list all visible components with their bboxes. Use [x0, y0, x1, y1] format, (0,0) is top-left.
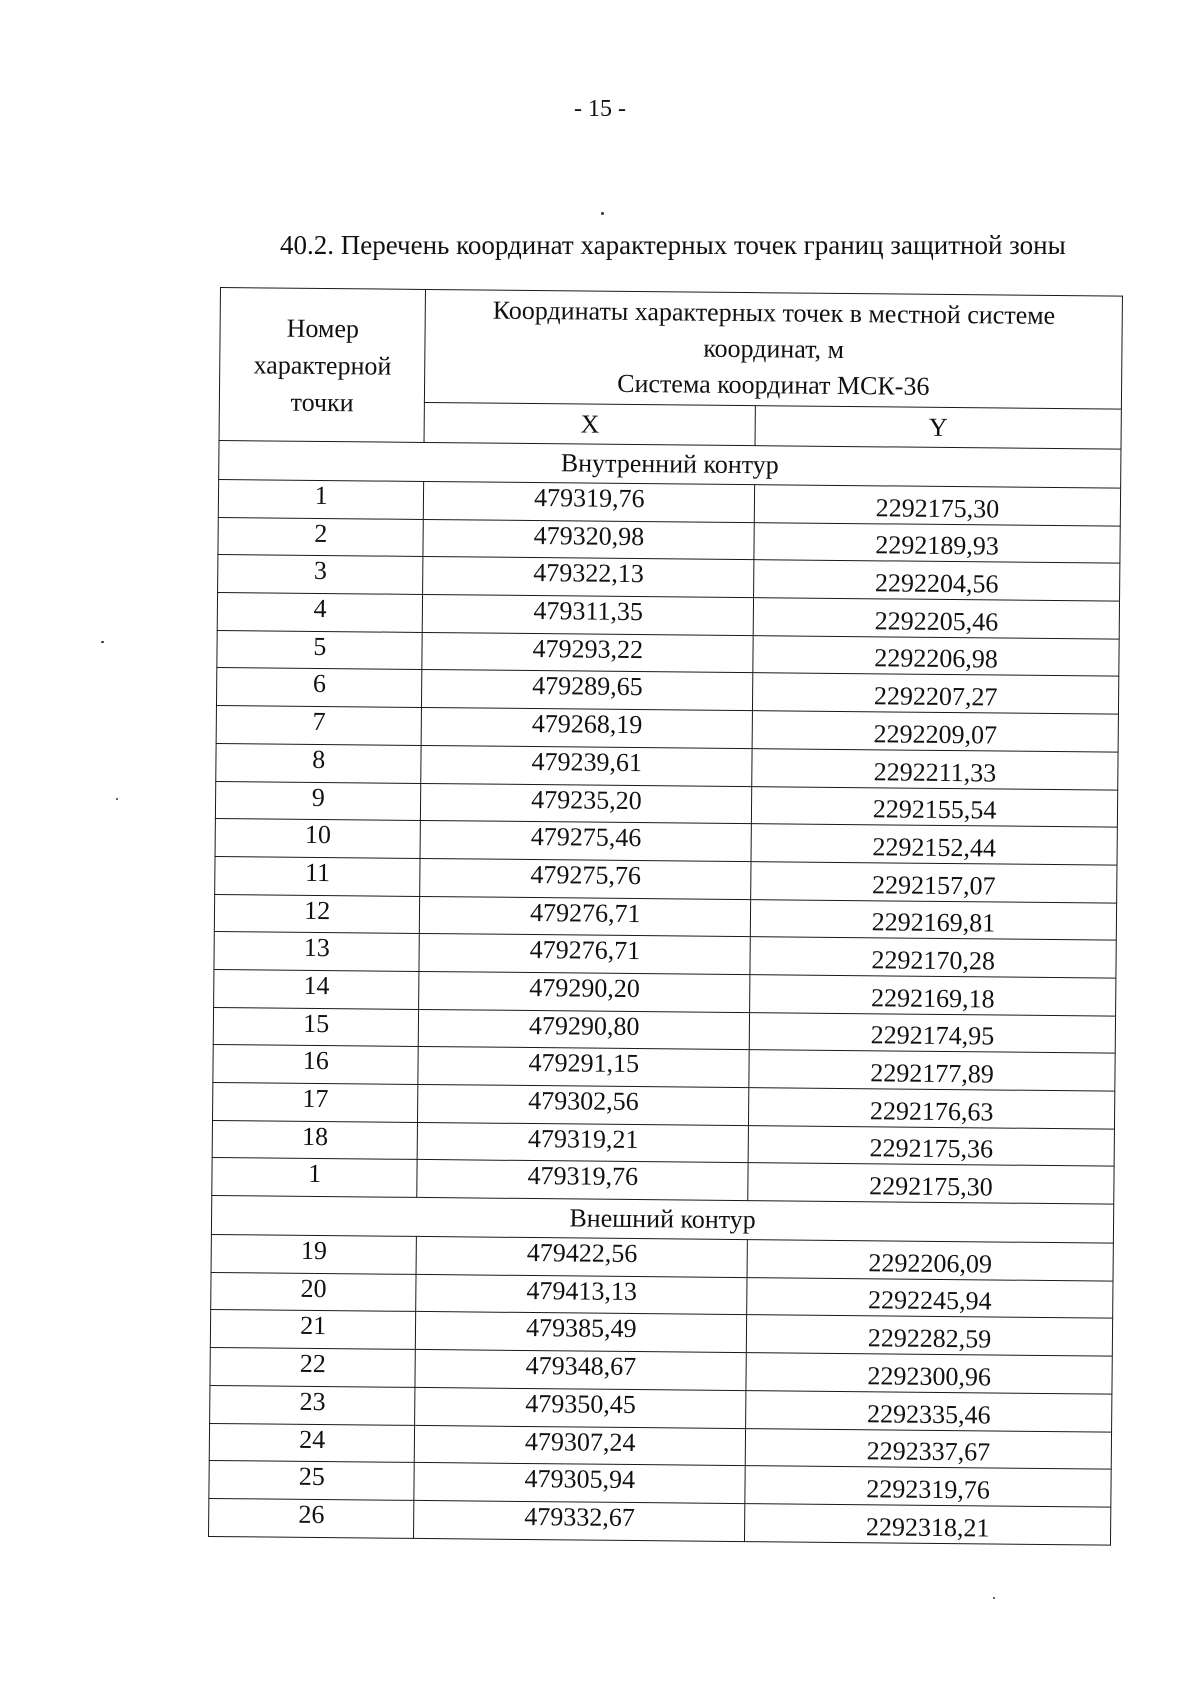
y-coordinate-cell: 2292175,36 [748, 1125, 1114, 1166]
y-coordinate-cell: 2292245,94 [747, 1277, 1113, 1318]
point-number-cell: 17 [213, 1082, 419, 1122]
point-number-cell: 19 [211, 1235, 417, 1275]
scan-speck [101, 641, 104, 643]
y-coordinate-cell: 2292282,59 [746, 1315, 1112, 1356]
point-number-cell: 11 [215, 856, 421, 896]
header-x: X [424, 403, 755, 446]
x-coordinate-cell: 479350,45 [415, 1387, 746, 1428]
document-title: 40.2. Перечень координат характерных точек границ защитной зоны [280, 230, 1066, 260]
point-number-cell: 2 [218, 517, 424, 557]
table-body [209, 440, 1121, 1544]
x-coordinate-cell: 479239,61 [421, 745, 752, 786]
x-coordinate-cell: 479311,35 [423, 595, 754, 636]
y-coordinate-cell: 2292300,96 [746, 1353, 1112, 1394]
table-row [209, 1498, 1111, 1544]
y-coordinate-cell: 2292209,07 [752, 711, 1118, 752]
scan-speck [601, 212, 604, 215]
point-number-cell: 7 [216, 706, 422, 746]
scan-speck [993, 1597, 995, 1599]
x-coordinate-cell: 479320,98 [423, 519, 754, 560]
page-number: - 15 - [574, 96, 626, 122]
point-number-cell: 23 [210, 1385, 416, 1425]
section-title: Внешний контур [211, 1196, 1113, 1244]
x-coordinate-cell: 479422,56 [416, 1236, 747, 1277]
point-number-cell: 5 [217, 630, 423, 670]
x-coordinate-cell: 479276,71 [420, 896, 751, 937]
section-title: Внутренний контур [219, 440, 1121, 488]
header-coordinates-line: Координаты характерных точек в местной системе [492, 295, 1056, 331]
y-coordinate-cell: 2292205,46 [753, 598, 1119, 639]
scan-speck [116, 798, 118, 800]
x-coordinate-cell: 479332,67 [414, 1500, 745, 1541]
x-coordinate-cell: 479307,24 [415, 1425, 746, 1466]
x-coordinate-cell: 479413,13 [416, 1274, 747, 1315]
y-coordinate-cell: 2292157,07 [751, 862, 1117, 903]
x-coordinate-cell: 479385,49 [416, 1312, 747, 1353]
header-point-number-line: точки [290, 387, 354, 417]
header-coordinates-line: Система координат МСК-36 [617, 368, 930, 401]
point-number-cell: 8 [216, 743, 422, 783]
y-coordinate-cell: 2292175,30 [748, 1163, 1114, 1204]
point-number-cell: 16 [213, 1045, 419, 1085]
point-number-cell: 4 [217, 593, 423, 633]
y-coordinate-cell: 2292175,30 [754, 485, 1120, 526]
y-coordinate-cell: 2292152,44 [751, 824, 1117, 865]
x-coordinate-cell: 479290,80 [419, 1009, 750, 1050]
x-coordinate-cell: 479289,65 [422, 670, 753, 711]
y-coordinate-cell: 2292177,89 [749, 1050, 1115, 1091]
y-coordinate-cell: 2292335,46 [746, 1390, 1112, 1431]
point-number-cell: 12 [214, 894, 420, 934]
y-coordinate-cell: 2292169,18 [750, 975, 1116, 1016]
point-number-cell: 15 [213, 1007, 419, 1047]
coordinates-table [208, 287, 1123, 1545]
y-coordinate-cell: 2292206,09 [747, 1240, 1113, 1281]
point-number-cell: 3 [218, 555, 424, 595]
header-point-number [219, 288, 426, 443]
x-coordinate-cell: 479268,19 [422, 708, 753, 749]
x-coordinate-cell: 479319,76 [417, 1160, 748, 1201]
header-y: Y [755, 406, 1121, 449]
y-coordinate-cell: 2292337,67 [745, 1428, 1111, 1469]
x-coordinate-cell: 479235,20 [421, 783, 752, 824]
point-number-cell: 1 [218, 479, 424, 519]
point-number-cell: 9 [215, 781, 421, 821]
x-coordinate-cell: 479319,21 [418, 1122, 749, 1163]
x-coordinate-cell: 479319,76 [424, 481, 755, 522]
y-coordinate-cell: 2292211,33 [752, 748, 1118, 789]
point-number-cell: 1 [212, 1158, 418, 1198]
y-coordinate-cell: 2292319,76 [745, 1466, 1111, 1507]
header-point-number-line: Номер [286, 313, 360, 343]
point-number-cell: 6 [216, 668, 422, 708]
header-point-number-line: характерной [253, 349, 392, 381]
x-coordinate-cell: 479348,67 [415, 1350, 746, 1391]
point-number-cell: 25 [209, 1461, 415, 1501]
point-number-cell: 21 [210, 1310, 416, 1350]
y-coordinate-cell: 2292318,21 [745, 1503, 1111, 1544]
point-number-cell: 22 [210, 1348, 416, 1388]
y-coordinate-cell: 2292169,81 [750, 899, 1116, 940]
x-coordinate-cell: 479302,56 [418, 1084, 749, 1125]
x-coordinate-cell: 479276,71 [419, 934, 750, 975]
point-number-cell: 13 [214, 932, 420, 972]
x-coordinate-cell: 479322,13 [423, 557, 754, 598]
header-coordinates [425, 289, 1123, 409]
point-number-cell: 14 [214, 969, 420, 1009]
x-coordinate-cell: 479290,20 [419, 971, 750, 1012]
y-coordinate-cell: 2292204,56 [754, 560, 1120, 601]
point-number-cell: 24 [209, 1423, 415, 1463]
point-number-cell: 20 [211, 1272, 417, 1312]
x-coordinate-cell: 479291,15 [418, 1047, 749, 1088]
x-coordinate-cell: 479275,46 [420, 821, 751, 862]
point-number-cell: 18 [212, 1120, 418, 1160]
point-number-cell: 26 [209, 1498, 415, 1538]
point-number-cell: 10 [215, 819, 421, 859]
y-coordinate-cell: 2292170,28 [750, 937, 1116, 978]
y-coordinate-cell: 2292176,63 [749, 1088, 1115, 1129]
header-coordinates-line: координат, м [703, 333, 845, 365]
y-coordinate-cell: 2292207,27 [753, 673, 1119, 714]
y-coordinate-cell: 2292206,98 [753, 635, 1119, 676]
x-coordinate-cell: 479275,76 [420, 858, 751, 899]
y-coordinate-cell: 2292174,95 [749, 1012, 1115, 1053]
y-coordinate-cell: 2292189,93 [754, 522, 1120, 563]
y-coordinate-cell: 2292155,54 [752, 786, 1118, 827]
x-coordinate-cell: 479305,94 [414, 1463, 745, 1504]
x-coordinate-cell: 479293,22 [422, 632, 753, 673]
